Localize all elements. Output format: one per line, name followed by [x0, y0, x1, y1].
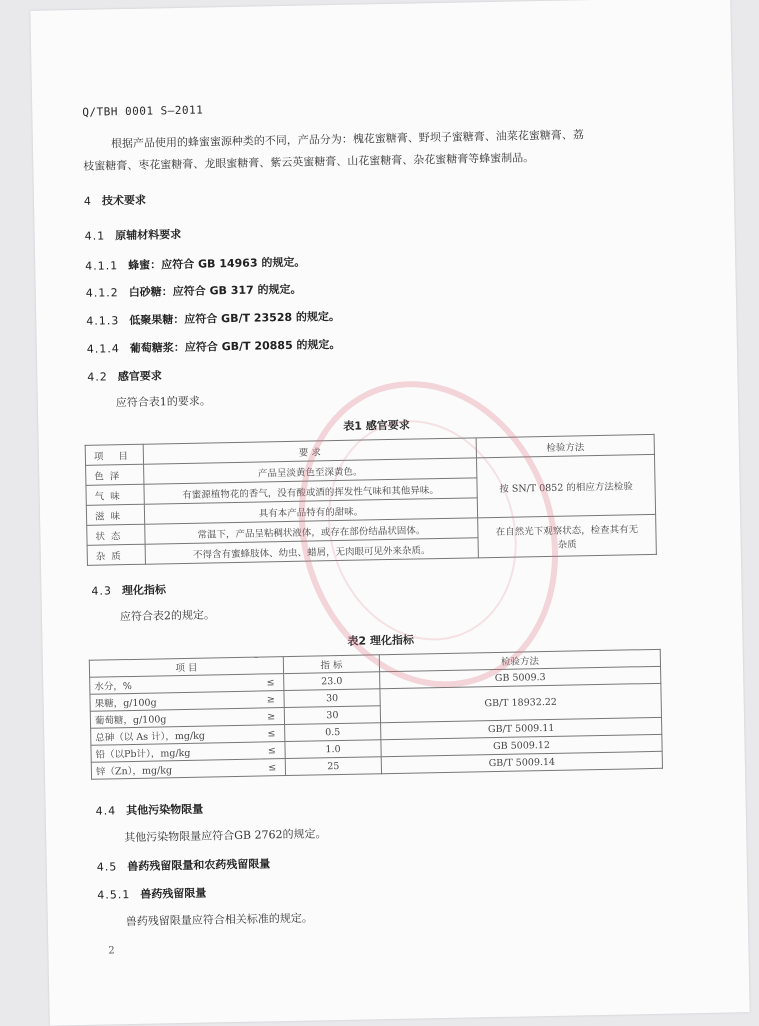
table2-caption: 表2 理化指标	[347, 633, 415, 648]
section-4-3-text: 应符合表2的规定。	[119, 608, 216, 624]
section-4-5-heading	[97, 855, 271, 874]
table-cell-method: GB/T 5009.11	[381, 717, 662, 739]
table-cell-operator: ≥	[258, 708, 284, 725]
table-cell-value: 30	[284, 706, 380, 725]
table-header-cell: 要 求	[143, 438, 476, 464]
table-cell-item: 果糖，g/100g	[90, 691, 258, 711]
section-title: 蜂蜜：应符合 GB 14963 的规定。	[128, 255, 306, 272]
section-number: 4.2	[87, 370, 108, 384]
section-number: 4.1.3	[86, 314, 120, 328]
standard-number-header: Q/TBH 0001 S—2011	[82, 103, 204, 119]
section-4-2-text: 应符合表1的要求。	[115, 394, 211, 410]
table-cell-requirement: 有蜜源植物花的香气，没有酸或酒的挥发性气味和其他异味。	[144, 478, 477, 504]
section-4-5-1-heading	[97, 885, 206, 903]
intro-line-2: 枝蜜糖膏、枣花蜜糖膏、龙眼蜜糖膏、紫云英蜜糖膏、山花蜜糖膏、杂花蜜糖膏等蜂蜜制品。	[83, 151, 535, 173]
document-page	[30, 0, 749, 1026]
table-header-cell: 项 目	[89, 657, 283, 678]
section-title: 其他污染物限量	[126, 802, 204, 818]
table-cell-item: 杂质	[87, 544, 145, 565]
table-cell-item: 状态	[87, 524, 145, 545]
section-4-4-text: 其他污染物限量应符合GB 2762的规定。	[124, 827, 327, 845]
section-4-1-2	[86, 281, 302, 301]
table-cell-item: 色泽	[86, 464, 144, 485]
table-cell-value: 1.0	[285, 740, 381, 759]
section-4-2-heading	[87, 367, 162, 384]
table-cell-item: 铅（以Pb计），mg/kg	[91, 742, 259, 762]
section-number: 4.5.1	[97, 888, 131, 902]
table-header-cell: 指 标	[283, 655, 379, 674]
section-4-4-heading	[96, 801, 204, 819]
section-title: 白砂糖：应符合 GB 317 的规定。	[128, 282, 302, 299]
section-number: 4.1.4	[86, 342, 120, 356]
section-title: 兽药残留限量和农药残留限量	[127, 857, 271, 874]
table-cell-method: 按 SN/T 0852 的相应方法检验	[476, 454, 655, 517]
section-title: 技术要求	[101, 193, 147, 208]
table-cell-value: 0.5	[285, 723, 381, 742]
section-4-1-3	[86, 308, 340, 329]
table-header-cell: 检验方法	[476, 434, 654, 457]
table-cell-operator: ≤	[259, 742, 285, 759]
section-number: 4.5	[96, 860, 118, 874]
intro-line-1: 根据产品使用的蜂蜜蜜源种类的不同，产品分为：槐花蜜糖膏、野坝子蜜糖膏、油菜花蜜糖膏、荔	[110, 128, 584, 151]
table-cell-method: GB 5009.3	[380, 666, 661, 688]
section-title: 兽药残留限量	[140, 886, 207, 901]
section-number: 4.3	[91, 584, 113, 598]
table-cell-item: 气味	[86, 484, 144, 505]
section-number: 4.1.2	[85, 286, 119, 300]
table-cell-value: 30	[284, 689, 380, 708]
table-cell-operator: ≤	[259, 725, 285, 742]
section-4-1-heading	[84, 226, 181, 244]
method-line: 杂质	[557, 538, 577, 551]
section-4-5-1-text: 兽药残留限量应符合相关标准的规定。	[125, 911, 313, 929]
table-cell-item: 总砷（以 As 计），mg/kg	[91, 725, 259, 745]
table-cell-method	[478, 514, 657, 557]
table-header-cell: 项 目	[85, 444, 143, 465]
section-title: 原辅材料要求	[115, 227, 182, 243]
table-cell-requirement: 常温下，产品呈粘稠状液体，或存在部份结晶状固体。	[145, 518, 478, 544]
section-4-heading	[84, 192, 146, 209]
table-cell-item: 水分，%	[90, 674, 258, 694]
table-cell-method: GB 5009.12	[381, 734, 662, 756]
section-number: 4.1.1	[85, 259, 119, 273]
method-line: 在自然光下观察状态，检查其有无	[495, 523, 639, 538]
table-cell-method: GB/T 5009.14	[381, 751, 662, 773]
section-number: 4.4	[95, 804, 117, 818]
section-title: 葡萄糖浆：应符合 GB/T 20885 的规定。	[129, 337, 341, 355]
section-number: 4	[83, 194, 93, 208]
table-cell-value: 25	[285, 757, 381, 776]
table-cell-value: 23.0	[284, 672, 380, 691]
table-cell-operator: ≥	[258, 691, 284, 708]
physicochemical-indicators-table	[89, 649, 663, 780]
table-cell-operator: ≤	[258, 674, 284, 691]
table-cell-requirement: 产品呈淡黄色至深黄色。	[144, 458, 477, 484]
table-cell-item: 葡萄糖，g/100g	[90, 708, 258, 728]
section-number: 4.1	[84, 229, 106, 243]
sensory-requirements-table	[85, 434, 657, 566]
table-header-cell: 检验方法	[379, 649, 660, 671]
page-number: 2	[108, 945, 115, 957]
section-4-3-heading	[91, 581, 166, 598]
table1-caption: 表1 感官要求	[343, 418, 410, 433]
table-cell-requirement: 具有本产品特有的甜味。	[144, 498, 477, 524]
section-4-1-4	[87, 336, 341, 357]
table-cell-item: 锌（Zn），mg/kg	[91, 759, 259, 779]
section-title: 低聚果糖：应符合 GB/T 23528 的规定。	[129, 309, 341, 327]
section-title: 感官要求	[117, 369, 162, 384]
table-cell-requirement: 不得含有蜜蜂肢体、幼虫、蜡屑，无肉眼可见外来杂质。	[145, 538, 478, 564]
section-4-1-1	[85, 254, 305, 274]
section-title: 理化指标	[121, 583, 167, 598]
table-cell-method: GB/T 18932.22	[380, 683, 662, 722]
table-cell-item: 滋味	[86, 504, 144, 525]
table-cell-operator: ≤	[259, 759, 285, 776]
